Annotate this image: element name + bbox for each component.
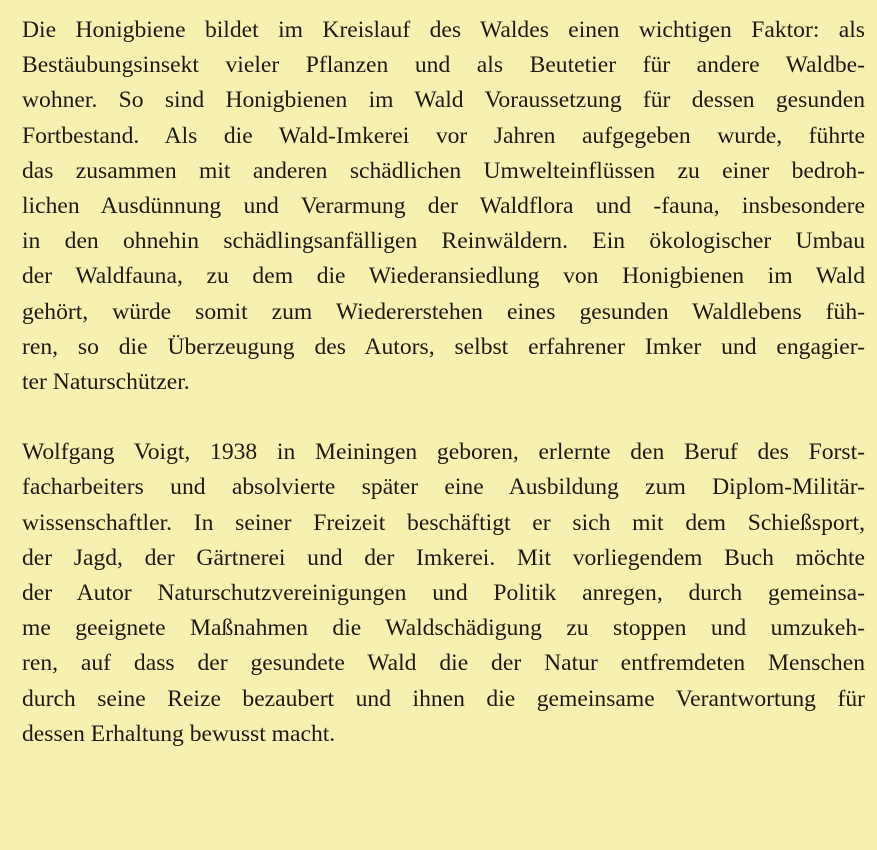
text-line: durch seine Reize bezaubert und ihnen die gemeinsame Verantwortung für bbox=[22, 685, 865, 712]
paragraph-author-bio bbox=[22, 435, 865, 752]
text-line: me geeignete Maßnahmen die Waldschädigung zu stoppen und umzukeh- bbox=[22, 615, 865, 642]
text-line: dessen Erhaltung bewusst macht. bbox=[22, 720, 336, 747]
paragraph-honeybee-forest bbox=[22, 13, 865, 400]
text-line: der Jagd, der Gärtnerei und der Imkerei. Mit vorliegendem Buch möchte bbox=[22, 544, 865, 571]
text-line: wissenschaftler. In seiner Freizeit beschäftigt er sich mit dem Schießsport, bbox=[22, 509, 865, 536]
text-line: ter Naturschützer. bbox=[22, 369, 190, 396]
text-line: der Autor Naturschutzvereinigungen und Politik anregen, durch gemeinsa- bbox=[22, 580, 865, 607]
text-line: das zusammen mit anderen schädlichen Umwelteinflüssen zu einer bedroh- bbox=[22, 157, 865, 184]
text-line: gehört, würde somit zum Wiedererstehen eines gesunden Waldlebens füh- bbox=[22, 298, 865, 325]
text-line: lichen Ausdünnung und Verarmung der Waldflora und -fauna, insbesondere bbox=[22, 193, 865, 220]
text-line: Die Honigbiene bildet im Kreislauf des Waldes einen wichtigen Faktor: als bbox=[22, 17, 865, 43]
text-line: ren, auf dass der gesundete Wald die der Natur entfremdeten Menschen bbox=[22, 650, 865, 677]
text-line: wohner. So sind Honigbienen im Wald Voraussetzung für dessen gesunden bbox=[22, 87, 865, 114]
text-line: facharbeiters und absolvierte später eine Ausbildung zum Diplom-Militär- bbox=[22, 474, 865, 501]
text-line: Fortbestand. Als die Wald-Imkerei vor Jahren aufgegeben wurde, führte bbox=[22, 122, 865, 149]
text-line: Wolfgang Voigt, 1938 in Meiningen geboren, erlernte den Beruf des Forst- bbox=[22, 439, 865, 466]
text-line: ren, so die Überzeugung des Autors, selbst erfahrener Imker und engagier- bbox=[22, 333, 865, 360]
text-line: in den ohnehin schädlingsanfälligen Reinwäldern. Ein ökologischer Umbau bbox=[22, 228, 865, 255]
text-line: Bestäubungsinsekt vieler Pflanzen und als Beutetier für andere Waldbe- bbox=[22, 52, 865, 79]
text-line: der Waldfauna, zu dem die Wiederansiedlung von Honigbienen im Wald bbox=[22, 263, 865, 290]
